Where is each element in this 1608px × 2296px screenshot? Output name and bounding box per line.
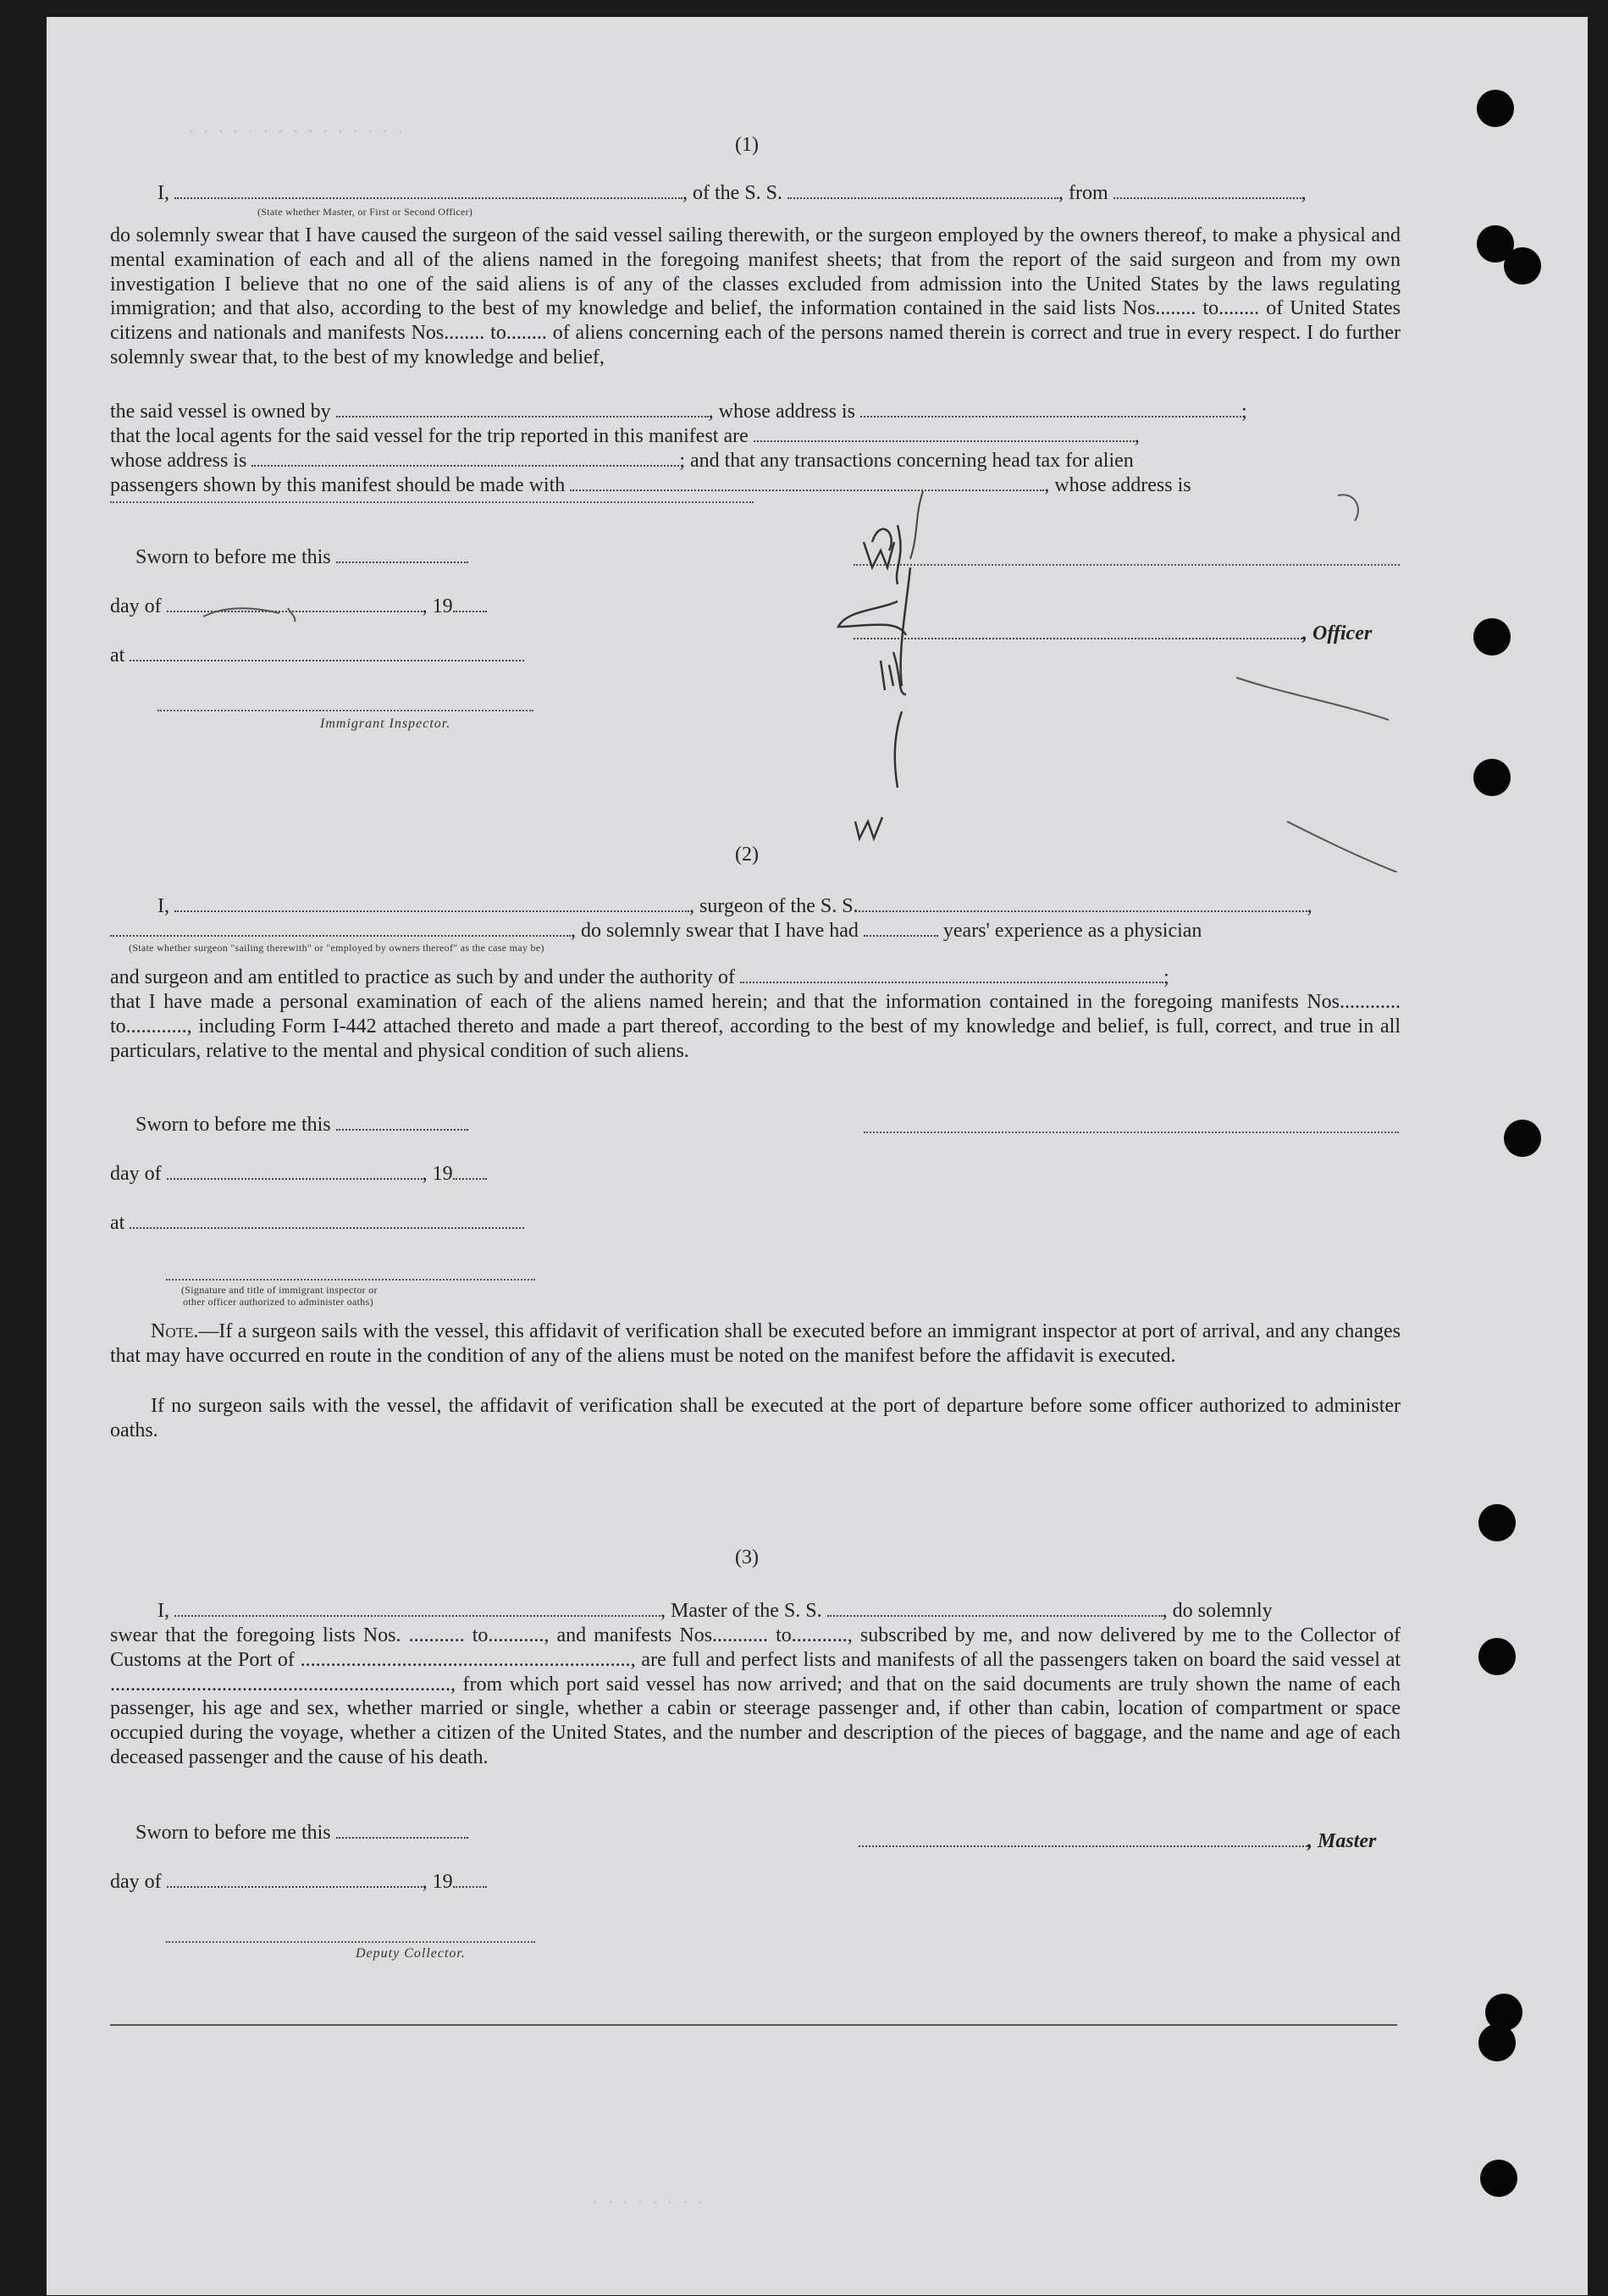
s1-at-label: at xyxy=(110,645,125,667)
s2-year-blank[interactable] xyxy=(453,1163,487,1180)
s1-head-tax-label: ; and that any transactions concerning head tax for alien xyxy=(679,450,1134,472)
s2-day-line xyxy=(110,1162,487,1186)
bottom-divider xyxy=(110,2024,1397,2026)
s1-officer-blank[interactable] xyxy=(174,182,682,199)
s3-i-label: I, xyxy=(157,1600,169,1622)
s1-inspector-caption: Immigrant Inspector. xyxy=(320,716,451,731)
binder-hole xyxy=(1478,2024,1516,2061)
note-label: Note. xyxy=(151,1320,199,1342)
binder-hole xyxy=(1473,618,1511,656)
s3-year-label: , 19 xyxy=(422,1871,453,1893)
section-1-number: (1) xyxy=(735,134,759,156)
s2-authority-blank[interactable] xyxy=(740,966,1163,983)
note-text-1: —If a surgeon sails with the vessel, this affidavit of verification shall be executed before an immigrant inspector at port of arrival, and any changes that may have occurred en route in the condition of any of the aliens must be noted on the manifest before the affidavit is executed. xyxy=(110,1320,1401,1367)
note-paragraph-1 xyxy=(110,1320,1401,1369)
s2-sworn-line xyxy=(135,1113,468,1137)
binder-hole xyxy=(1480,2160,1517,2197)
binder-hole xyxy=(1473,759,1511,796)
bleed-through-mark: · · · · · · · · xyxy=(593,2194,706,2212)
s2-sig-note-2: other officer authorized to administer oaths) xyxy=(183,1296,373,1308)
s1-day-of-label: day of xyxy=(110,595,162,617)
s3-sworn-line xyxy=(135,1821,468,1845)
s1-agent-address-line xyxy=(110,449,1134,473)
s3-day-of-label: day of xyxy=(110,1871,162,1893)
s2-at-blank[interactable] xyxy=(130,1212,524,1229)
s1-at-line xyxy=(110,644,524,667)
section-2-number: (2) xyxy=(735,844,759,866)
s1-officer-note: (State whether Master, or First or Second Officer) xyxy=(257,206,473,218)
s2-month-blank[interactable] xyxy=(167,1163,423,1180)
binder-hole xyxy=(1478,1638,1516,1675)
s1-of-ss-label: , of the S. S. xyxy=(682,182,783,204)
s1-passengers-label: passengers shown by this manifest should be made with xyxy=(110,474,566,496)
s2-line2 xyxy=(110,919,1202,943)
s3-ss-blank[interactable] xyxy=(827,1600,1163,1617)
s1-comma: , xyxy=(1301,182,1307,204)
s2-surgeon-type-blank[interactable] xyxy=(110,920,571,937)
binder-hole xyxy=(1477,90,1514,127)
s1-whose-address-label: , whose address is xyxy=(708,401,855,423)
s2-surgeon-signature-line[interactable] xyxy=(864,1130,1399,1133)
s3-master-signature-blank[interactable] xyxy=(859,1830,1307,1847)
s2-i-label: I, xyxy=(157,895,169,917)
s1-from-label: , from xyxy=(1058,182,1108,204)
s1-at-blank[interactable] xyxy=(130,645,524,661)
s3-solemnly-label: , do solemnly xyxy=(1162,1600,1273,1622)
s2-sworn-date-blank[interactable] xyxy=(336,1114,468,1131)
binder-hole xyxy=(1504,247,1541,285)
s2-surgeon-name-blank[interactable] xyxy=(174,895,689,912)
s2-practice-label: and surgeon and am entitled to practice as such by and under the authority of xyxy=(110,966,735,988)
s1-officer-signature-blank[interactable] xyxy=(854,622,1302,639)
s2-ss-blank[interactable] xyxy=(859,895,1307,912)
s1-officer-signature-top-line[interactable] xyxy=(854,562,1400,566)
s2-at-line xyxy=(110,1211,524,1235)
s1-i-label: I, xyxy=(157,182,169,204)
s3-day-line xyxy=(110,1870,487,1894)
s2-swear-label: , do solemnly swear that I have had xyxy=(571,920,859,942)
s2-inspector-signature-line[interactable] xyxy=(166,1277,535,1281)
s2-line1 xyxy=(157,894,1312,918)
s1-owned-line: the said vessel is owned by , whose address is ; xyxy=(110,401,1247,423)
s1-sworn-date-blank[interactable] xyxy=(336,546,468,563)
s1-owned-by-label: the said vessel is owned by xyxy=(110,401,331,423)
s2-at-label: at xyxy=(110,1212,125,1234)
s1-local-agents-label: that the local agents for the said vessel for the trip reported in this manifest are xyxy=(110,425,749,447)
s1-sworn-line xyxy=(135,545,468,569)
s2-comma: , xyxy=(1307,895,1312,917)
s1-headtax-address-blank[interactable] xyxy=(110,500,754,503)
s2-surgeon-of-label: , surgeon of the S. S. xyxy=(689,895,859,917)
s1-inspector-signature-line[interactable] xyxy=(157,708,533,711)
s1-year-label: , 19 xyxy=(422,595,453,617)
s3-collector-caption: Deputy Collector. xyxy=(356,1946,466,1961)
s1-agents-blank[interactable] xyxy=(754,425,1135,442)
s1-body: do solemnly swear that I have caused the surgeon of the said vessel sailing therewith, or the surgeon employed by the owners thereof, to make a physical and mental examination of each and all of the aliens named in the foregoing manifest sheets; that from the report of the said surgeon and from my own investigation I believe that no one of the said aliens is of any of the classes excluded from admission into the United States by the laws regulating immigration; and that also, according to the best of my knowledge and belief, the information contained in the said lists Nos........ to........ of United States citizens and nationals and manifests Nos........ to........ of aliens concerning each of the persons named therein is correct and true in every respect. I do further solemnly swear that, to the best of my knowledge and belief, xyxy=(110,224,1401,368)
s1-month-blank[interactable] xyxy=(167,595,423,612)
s1-agent-address-blank[interactable] xyxy=(251,450,679,467)
s1-sworn-label: Sworn to before me this xyxy=(135,546,331,568)
s3-master-of-label: , Master of the S. S. xyxy=(660,1600,822,1622)
s3-master-name-blank[interactable] xyxy=(174,1600,660,1617)
s2-years-blank[interactable] xyxy=(864,920,938,937)
s3-master-label: , Master xyxy=(1307,1830,1377,1852)
s2-body: that I have made a personal examination of each of the aliens named herein; and that the information contained in the foregoing manifests Nos............ to............, including Form I-442 attached thereto and made a part thereof, according to the best of my knowledge and belief, is full, correct, and true in all particulars, relative to the mental and physical condition of such aliens. xyxy=(110,991,1401,1062)
s3-master-signature-line xyxy=(859,1829,1376,1853)
s2-day-of-label: day of xyxy=(110,1163,162,1185)
s1-agents-line: that the local agents for the said vessel for the trip reported in this manifest are , xyxy=(110,425,1140,447)
s2-years-label: years' experience as a physician xyxy=(942,920,1202,942)
s1-headtax-party-blank[interactable] xyxy=(570,474,1044,491)
s1-year-blank[interactable] xyxy=(453,595,487,612)
s3-sworn-date-blank[interactable] xyxy=(336,1822,468,1839)
s1-passengers-line xyxy=(110,473,1191,497)
bleed-through-mark: · · · · · · · · · · · · · · · xyxy=(188,123,406,141)
binder-hole xyxy=(1478,1504,1516,1541)
s1-officer-line xyxy=(854,622,1372,645)
binder-hole xyxy=(1504,1120,1541,1157)
s1-ss-blank[interactable] xyxy=(787,182,1058,199)
note-paragraph-2: If no surgeon sails with the vessel, the affidavit of verification shall be executed at the port of departure before some officer authorized to administer oaths. xyxy=(110,1395,1401,1441)
s1-agent-address-label: whose address is xyxy=(110,450,247,472)
s1-owner-address-blank[interactable] xyxy=(860,401,1241,418)
s3-body: swear that the foregoing lists Nos. ........... to..........., and manifests Nos........... to..........., subscribed by me, and now delivered by me to the Collector of Customs at the Port of ................................................................., are full and perfect lists and manifests of all the passengers taken on board the said vessel at ..................................................................., from which port said vessel has now arrived; and that on the said documents are truly shown the name of each passenger, his age and sex, whether married or single, whether a cabin or steerage passenger and, if other than cabin, location of compartment or space occupied during the voyage, whether a citizen of the United States, and the number and description of the pieces of baggage, and the name and age of each deceased passenger and the cause of his death. xyxy=(110,1624,1401,1768)
s1-from-blank[interactable] xyxy=(1113,182,1301,199)
s1-officer-label: , Officer xyxy=(1302,622,1373,645)
s1-day-line xyxy=(110,595,487,618)
s1-whose-address-2-label: , whose address is xyxy=(1044,474,1191,496)
s2-year-label: , 19 xyxy=(422,1163,453,1185)
s2-surgeon-note: (State whether surgeon "sailing therewith" or "employed by owners thereof" as the case may be) xyxy=(129,942,544,954)
section-3-number: (3) xyxy=(735,1546,759,1568)
s1-line1 xyxy=(157,181,1307,205)
s3-sworn-label: Sworn to before me this xyxy=(135,1822,331,1844)
s2-sworn-label: Sworn to before me this xyxy=(135,1114,331,1136)
s2-sig-note-1: (Signature and title of immigrant inspector or xyxy=(181,1284,378,1296)
s1-owner-blank[interactable] xyxy=(336,401,709,418)
s2-practice-line: and surgeon and am entitled to practice as such by and under the authority of ; xyxy=(110,966,1169,988)
s3-line1 xyxy=(157,1599,1273,1623)
s3-month-blank[interactable] xyxy=(167,1871,423,1888)
s3-collector-signature-line[interactable] xyxy=(166,1939,535,1943)
s3-year-blank[interactable] xyxy=(453,1871,487,1888)
